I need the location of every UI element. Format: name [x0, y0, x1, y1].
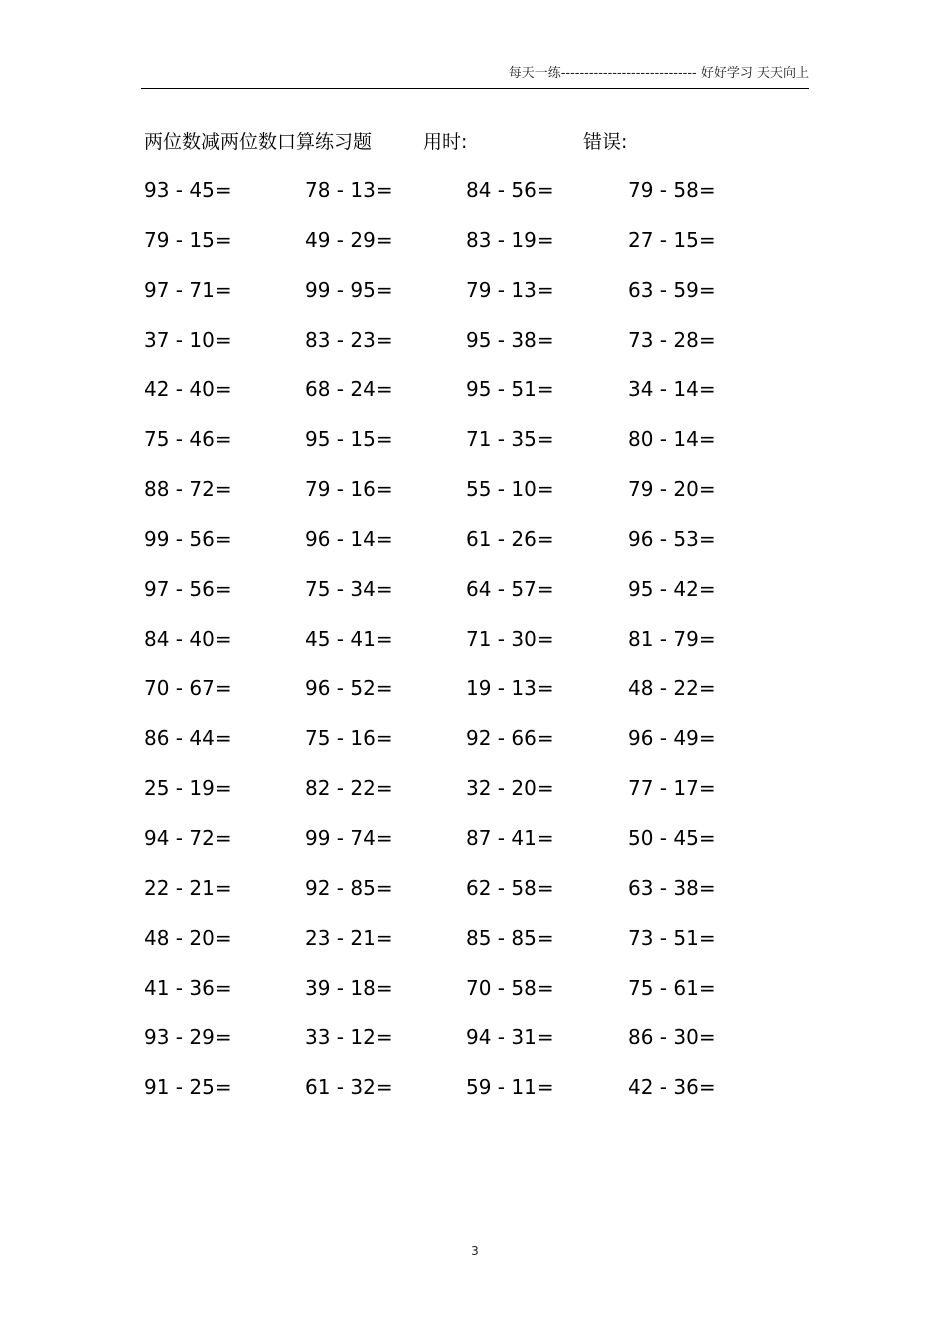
- problem-item: 87 - 41=: [466, 825, 554, 850]
- problem-item: 34 - 14=: [628, 377, 716, 402]
- problem-row: [0, 325, 950, 375]
- problem-row: [0, 624, 950, 674]
- problem-item: 39 - 18=: [305, 975, 393, 1000]
- problem-item: 50 - 45=: [628, 825, 716, 850]
- problem-row: [0, 1022, 950, 1072]
- problem-item: 79 - 16=: [305, 477, 393, 502]
- problem-item: 73 - 28=: [628, 327, 716, 352]
- problem-item: 55 - 10=: [466, 477, 554, 502]
- problem-item: 75 - 34=: [305, 576, 393, 601]
- header-divider: [141, 88, 809, 89]
- problem-item: 85 - 85=: [466, 925, 554, 950]
- problem-item: 95 - 38=: [466, 327, 554, 352]
- problem-item: 75 - 46=: [144, 427, 232, 452]
- problem-item: 94 - 31=: [466, 1025, 554, 1050]
- problem-row: [0, 524, 950, 574]
- problem-item: 19 - 13=: [466, 676, 554, 701]
- problem-item: 82 - 22=: [305, 776, 393, 801]
- problem-item: 23 - 21=: [305, 925, 393, 950]
- problem-row: [0, 374, 950, 424]
- problem-item: 48 - 22=: [628, 676, 716, 701]
- problem-item: 86 - 30=: [628, 1025, 716, 1050]
- problem-item: 92 - 85=: [305, 875, 393, 900]
- problem-row: [0, 723, 950, 773]
- problem-item: 96 - 53=: [628, 526, 716, 551]
- problem-item: 95 - 42=: [628, 576, 716, 601]
- problem-row: [0, 1072, 950, 1122]
- problem-item: 95 - 15=: [305, 427, 393, 452]
- problem-row: [0, 923, 950, 973]
- problem-item: 95 - 51=: [466, 377, 554, 402]
- problem-item: 79 - 58=: [628, 178, 716, 202]
- problem-item: 77 - 17=: [628, 776, 716, 801]
- problem-item: 83 - 23=: [305, 327, 393, 352]
- problem-item: 70 - 58=: [466, 975, 554, 1000]
- problem-item: 99 - 95=: [305, 277, 393, 302]
- problem-item: 63 - 59=: [628, 277, 716, 302]
- problem-item: 92 - 66=: [466, 726, 554, 751]
- problem-item: 63 - 38=: [628, 875, 716, 900]
- worksheet-title: 两位数减两位数口算练习题: [144, 131, 373, 153]
- problem-item: 78 - 13=: [305, 178, 393, 202]
- problem-item: 99 - 56=: [144, 526, 232, 551]
- problem-item: 61 - 26=: [466, 526, 554, 551]
- problem-item: 96 - 14=: [305, 526, 393, 551]
- problem-item: 83 - 19=: [466, 227, 554, 252]
- problem-row: [0, 225, 950, 275]
- page-number: 3: [471, 1244, 479, 1258]
- problem-item: 42 - 36=: [628, 1075, 716, 1100]
- problem-row: [0, 823, 950, 873]
- problem-item: 75 - 16=: [305, 726, 393, 751]
- problem-grid: [0, 175, 950, 1122]
- problem-item: 70 - 67=: [144, 676, 232, 701]
- header-text: 每天一练----------------------------- 好好学习 天天向上: [508, 66, 809, 81]
- problem-item: 45 - 41=: [305, 626, 393, 651]
- problem-item: 97 - 71=: [144, 277, 232, 302]
- problem-item: 42 - 40=: [144, 377, 232, 402]
- worksheet-title-row: [0, 128, 950, 158]
- problem-item: 64 - 57=: [466, 576, 554, 601]
- problem-item: 75 - 61=: [628, 975, 716, 1000]
- problem-item: 99 - 74=: [305, 825, 393, 850]
- problem-item: 68 - 24=: [305, 377, 393, 402]
- problem-item: 33 - 12=: [305, 1025, 393, 1050]
- problem-row: [0, 973, 950, 1023]
- problem-item: 37 - 10=: [144, 327, 232, 352]
- error-label: 错误:: [583, 131, 628, 153]
- problem-item: 79 - 13=: [466, 277, 554, 302]
- problem-row: [0, 175, 950, 225]
- problem-item: 71 - 30=: [466, 626, 554, 651]
- problem-item: 96 - 52=: [305, 676, 393, 701]
- problem-item: 80 - 14=: [628, 427, 716, 452]
- problem-item: 22 - 21=: [144, 875, 232, 900]
- problem-item: 84 - 56=: [466, 178, 554, 202]
- problem-item: 49 - 29=: [305, 227, 393, 252]
- problem-item: 62 - 58=: [466, 875, 554, 900]
- problem-item: 79 - 15=: [144, 227, 232, 252]
- page-header: [141, 64, 809, 88]
- problem-item: 71 - 35=: [466, 427, 554, 452]
- problem-item: 25 - 19=: [144, 776, 232, 801]
- problem-item: 59 - 11=: [466, 1075, 554, 1100]
- problem-item: 86 - 44=: [144, 726, 232, 751]
- problem-item: 88 - 72=: [144, 477, 232, 502]
- problem-item: 73 - 51=: [628, 925, 716, 950]
- problem-item: 32 - 20=: [466, 776, 554, 801]
- problem-item: 93 - 45=: [144, 178, 232, 202]
- problem-item: 96 - 49=: [628, 726, 716, 751]
- problem-row: [0, 773, 950, 823]
- time-label: 用时:: [423, 131, 468, 153]
- problem-row: [0, 424, 950, 474]
- problem-item: 41 - 36=: [144, 975, 232, 1000]
- problem-item: 84 - 40=: [144, 626, 232, 651]
- problem-item: 81 - 79=: [628, 626, 716, 651]
- problem-row: [0, 275, 950, 325]
- problem-item: 27 - 15=: [628, 227, 716, 252]
- problem-row: [0, 474, 950, 524]
- problem-item: 94 - 72=: [144, 825, 232, 850]
- problem-item: 79 - 20=: [628, 477, 716, 502]
- problem-row: [0, 574, 950, 624]
- problem-item: 97 - 56=: [144, 576, 232, 601]
- problem-item: 91 - 25=: [144, 1075, 232, 1100]
- problem-row: [0, 673, 950, 723]
- problem-item: 48 - 20=: [144, 925, 232, 950]
- problem-item: 61 - 32=: [305, 1075, 393, 1100]
- problem-item: 93 - 29=: [144, 1025, 232, 1050]
- problem-row: [0, 873, 950, 923]
